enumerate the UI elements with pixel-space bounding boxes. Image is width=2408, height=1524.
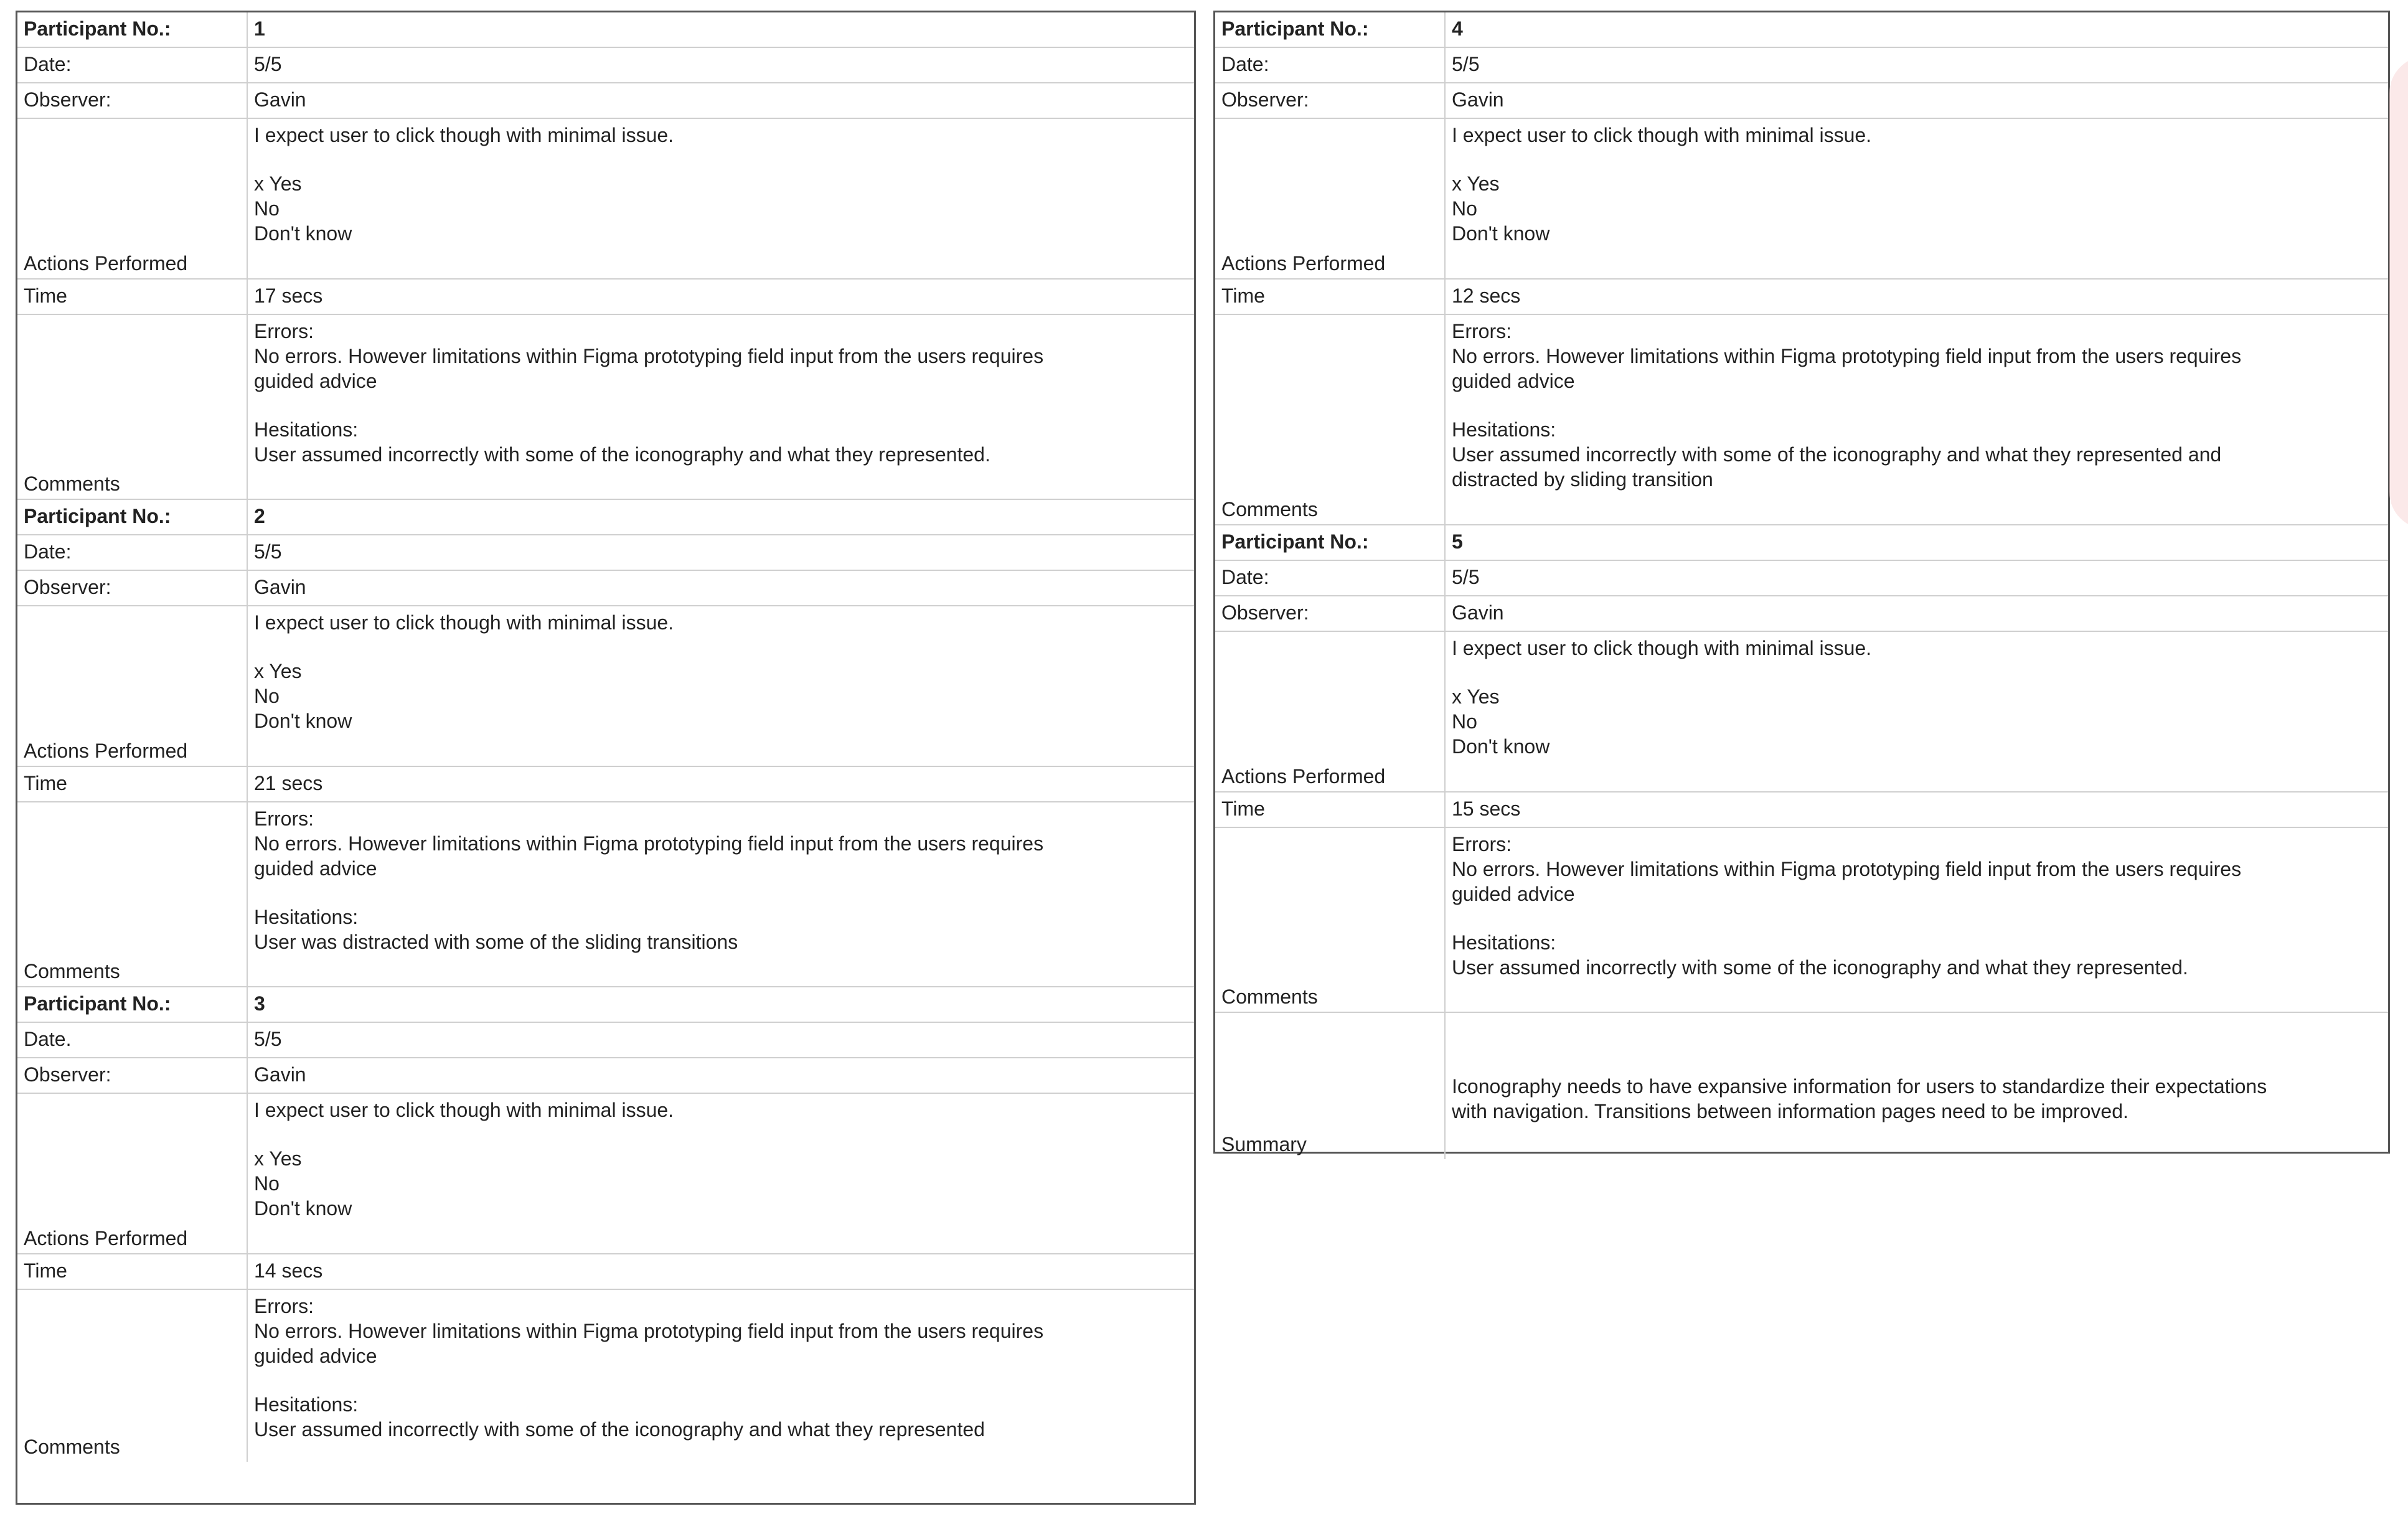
comments-value — [248, 315, 1194, 499]
observation-table-left — [16, 11, 1196, 1505]
errors-label: Errors: — [254, 1295, 314, 1317]
actions-label: Actions Performed — [1215, 119, 1446, 278]
errors-text-line2: guided advice — [1452, 370, 1575, 392]
hesitations-text-line2: distracted by sliding transition — [1452, 468, 1713, 491]
errors-text-line1: No errors. However limitations within Figma prototyping field input from the users requires — [1452, 345, 2242, 367]
option-dont-know: Don't know — [1452, 735, 1550, 758]
observer-value: Gavin — [254, 88, 306, 111]
participant-row — [17, 987, 1194, 1023]
option-dont-know: Don't know — [254, 710, 352, 732]
date-row — [17, 48, 1194, 83]
actions-row — [17, 119, 1194, 280]
date-value: 5/5 — [1452, 566, 1480, 588]
observer-label: Observer: — [17, 1058, 248, 1093]
observer-value: Gavin — [254, 1063, 306, 1086]
time-row — [17, 1254, 1194, 1290]
hesitations-label: Hesitations: — [254, 906, 359, 928]
participant-number: 5 — [1452, 530, 1463, 553]
participant-label: Participant No.: — [1215, 12, 1446, 47]
participant-number: 1 — [254, 17, 265, 40]
errors-text-line1: No errors. However limitations within Figma prototyping field input from the users requires — [254, 832, 1044, 855]
option-yes: x Yes — [254, 660, 302, 682]
date-label: Date: — [1215, 561, 1446, 595]
actions-value — [248, 606, 1194, 766]
option-no: No — [254, 197, 280, 220]
actions-label: Actions Performed — [17, 1094, 248, 1253]
errors-text-line1: No errors. However limitations within Figma prototyping field input from the users requires — [254, 1320, 1044, 1342]
hesitations-label: Hesitations: — [1452, 418, 1556, 441]
actions-value — [1446, 119, 2388, 278]
time-row — [1215, 793, 2388, 828]
hesitations-label: Hesitations: — [254, 1393, 359, 1416]
errors-text-line1: No errors. However limitations within Figma prototyping field input from the users requires — [1452, 858, 2242, 880]
comments-row — [1215, 828, 2388, 1013]
participant-number: 3 — [254, 992, 265, 1015]
summary-row — [1215, 1013, 2388, 1159]
option-dont-know: Don't know — [254, 222, 352, 245]
participant-number: 2 — [254, 505, 265, 527]
expectation-text: I expect user to click though with minimal issue. — [254, 611, 674, 634]
comments-value — [248, 1290, 1194, 1462]
errors-text-line2: guided advice — [254, 1345, 377, 1367]
actions-row — [17, 1094, 1194, 1254]
time-value: 15 secs — [1452, 797, 1521, 820]
option-no: No — [1452, 710, 1477, 733]
observer-row — [1215, 83, 2388, 119]
date-label: Date: — [1215, 48, 1446, 82]
date-value: 5/5 — [254, 53, 282, 75]
comments-row — [17, 315, 1194, 500]
comments-label: Comments — [17, 802, 248, 986]
actions-label: Actions Performed — [1215, 632, 1446, 791]
participant-row — [1215, 12, 2388, 48]
observation-table-right — [1213, 11, 2390, 1154]
errors-text-line1: No errors. However limitations within Figma prototyping field input from the users requires — [254, 345, 1044, 367]
hesitations-label: Hesitations: — [1452, 931, 1556, 954]
summary-text-line2: with navigation. Transitions between information pages need to be improved. — [1452, 1100, 2128, 1122]
date-value: 5/5 — [1452, 53, 1480, 75]
errors-label: Errors: — [1452, 833, 1512, 855]
observer-value: Gavin — [1452, 88, 1504, 111]
comments-row — [17, 1290, 1194, 1462]
comments-value — [1446, 315, 2388, 524]
hesitations-label: Hesitations: — [254, 418, 359, 441]
comments-label: Comments — [1215, 828, 1446, 1012]
date-row — [1215, 48, 2388, 83]
observer-row — [17, 83, 1194, 119]
participant-row — [17, 12, 1194, 48]
date-row — [17, 1023, 1194, 1058]
date-label: Date: — [17, 535, 248, 570]
hesitations-text: User assumed incorrectly with some of the iconography and what they represented. — [254, 443, 990, 466]
time-row — [17, 280, 1194, 315]
page-edge-mark — [2389, 56, 2408, 529]
participant-label: Participant No.: — [17, 500, 248, 534]
date-value: 5/5 — [254, 1028, 282, 1050]
actions-row — [1215, 119, 2388, 280]
time-label: Time — [17, 1254, 248, 1289]
participant-label: Participant No.: — [17, 987, 248, 1022]
actions-row — [1215, 632, 2388, 793]
date-value: 5/5 — [254, 540, 282, 563]
actions-value — [248, 1094, 1194, 1253]
option-no: No — [254, 1172, 280, 1195]
comments-row — [17, 802, 1194, 987]
date-row — [1215, 561, 2388, 596]
comments-label: Comments — [17, 1290, 248, 1462]
errors-text-line2: guided advice — [254, 370, 377, 392]
participant-row — [1215, 525, 2388, 561]
date-label: Date. — [17, 1023, 248, 1057]
option-yes: x Yes — [1452, 685, 1500, 708]
observer-row — [1215, 596, 2388, 632]
time-label: Time — [17, 767, 248, 801]
option-no: No — [1452, 197, 1477, 220]
observer-row — [17, 571, 1194, 606]
time-row — [17, 767, 1194, 802]
time-label: Time — [1215, 793, 1446, 827]
errors-label: Errors: — [1452, 320, 1512, 342]
option-dont-know: Don't know — [254, 1197, 352, 1220]
hesitations-text: User assumed incorrectly with some of the iconography and what they represented. — [1452, 956, 2188, 979]
time-value: 12 secs — [1452, 285, 1521, 307]
summary-label: Summary — [1215, 1013, 1446, 1159]
expectation-text: I expect user to click though with minimal issue. — [1452, 637, 1872, 659]
time-value: 14 secs — [254, 1259, 323, 1282]
actions-row — [17, 606, 1194, 767]
hesitations-text: User assumed incorrectly with some of the iconography and what they represented — [254, 1418, 985, 1441]
actions-label: Actions Performed — [17, 119, 248, 278]
comments-label: Comments — [17, 315, 248, 499]
observer-value: Gavin — [254, 576, 306, 598]
expectation-text: I expect user to click though with minimal issue. — [254, 1099, 674, 1121]
hesitations-text: User was distracted with some of the sliding transitions — [254, 931, 738, 953]
summary-text-line1: Iconography needs to have expansive information for users to standardize their expectations — [1452, 1075, 2267, 1098]
time-row — [1215, 280, 2388, 315]
time-value: 21 secs — [254, 772, 323, 794]
comments-row — [1215, 315, 2388, 525]
time-value: 17 secs — [254, 285, 323, 307]
errors-text-line2: guided advice — [254, 857, 377, 880]
expectation-text: I expect user to click though with minimal issue. — [254, 124, 674, 146]
summary-value — [1446, 1013, 2388, 1159]
observer-label: Observer: — [1215, 596, 1446, 631]
observer-label: Observer: — [1215, 83, 1446, 118]
observer-label: Observer: — [17, 83, 248, 118]
participant-label: Participant No.: — [1215, 525, 1446, 560]
participant-row — [17, 500, 1194, 535]
errors-label: Errors: — [254, 320, 314, 342]
option-dont-know: Don't know — [1452, 222, 1550, 245]
hesitations-text-line1: User assumed incorrectly with some of the iconography and what they represented and — [1452, 443, 2222, 466]
participant-label: Participant No.: — [17, 12, 248, 47]
expectation-text: I expect user to click though with minimal issue. — [1452, 124, 1872, 146]
observer-value: Gavin — [1452, 601, 1504, 624]
time-label: Time — [17, 280, 248, 314]
errors-label: Errors: — [254, 807, 314, 830]
comments-value — [1446, 828, 2388, 1012]
actions-label: Actions Performed — [17, 606, 248, 766]
option-yes: x Yes — [254, 1147, 302, 1170]
option-yes: x Yes — [254, 172, 302, 195]
actions-value — [1446, 632, 2388, 791]
option-yes: x Yes — [1452, 172, 1500, 195]
date-label: Date: — [17, 48, 248, 82]
participant-number: 4 — [1452, 17, 1463, 40]
comments-label: Comments — [1215, 315, 1446, 524]
time-label: Time — [1215, 280, 1446, 314]
actions-value — [248, 119, 1194, 278]
observer-row — [17, 1058, 1194, 1094]
date-row — [17, 535, 1194, 571]
option-no: No — [254, 685, 280, 707]
observer-label: Observer: — [17, 571, 248, 605]
errors-text-line2: guided advice — [1452, 883, 1575, 905]
comments-value — [248, 802, 1194, 986]
